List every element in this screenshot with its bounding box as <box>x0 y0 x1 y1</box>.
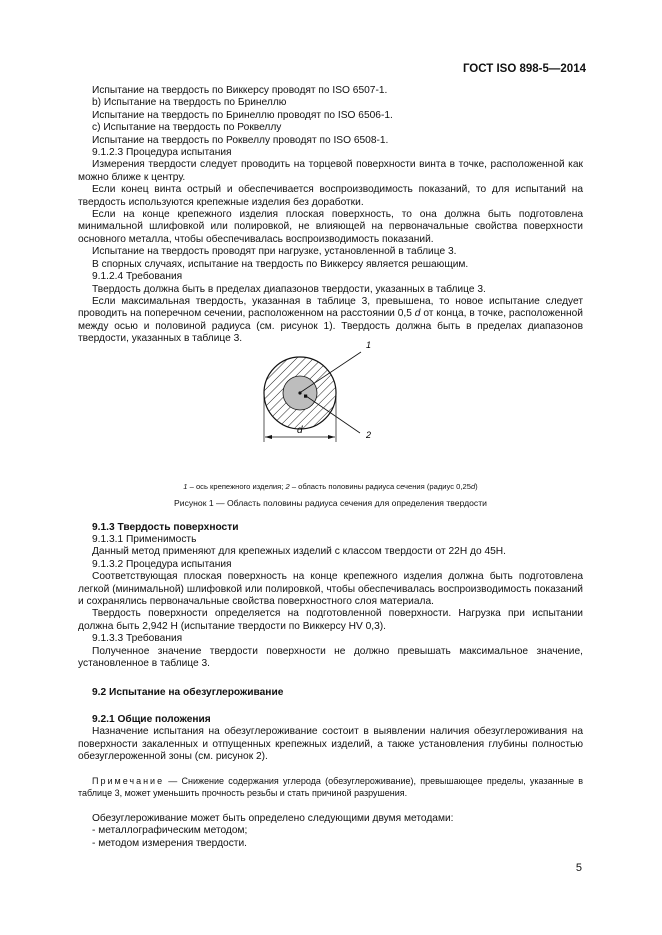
figure-1 <box>78 339 583 468</box>
paragraph: Полученное значение твердости поверхности не должно превышать максимальное значение, установленное в таблице 3. <box>78 645 583 669</box>
dimension-arrow-left <box>265 435 272 439</box>
label-2: 2 <box>366 429 372 440</box>
paragraph: В спорных случаях, испытание на твердость по Виккерсу является решающим. <box>92 258 469 270</box>
dimension-arrow-right <box>328 435 335 439</box>
legend-text: – ось крепежного изделия; <box>187 481 286 491</box>
section-heading: 9.2.1 Общие положения <box>92 713 211 725</box>
symbol-d: d <box>414 308 421 320</box>
subsection-heading: 9.1.3.1 Применимость <box>92 533 197 545</box>
page-content <box>78 85 583 850</box>
figure-legend <box>78 482 583 492</box>
note-text: — Снижение содержания углерода (обезуглероживание), превышающее пределы, указанные в таблице 3, может уменьшить прочность резьбы и стать причиной разрушения. <box>78 776 583 798</box>
paragraph: Обезуглероживание может быть определено следующими двумя методами: <box>92 812 454 824</box>
paragraph: Твердость должна быть в пределах диапазонов твердости, указанных в таблице 3. <box>92 283 486 295</box>
legend-symbol-d: d <box>470 481 476 491</box>
legend-text: – область половины радиуса сечения (радиус 0,25 <box>289 481 471 491</box>
paragraph: Испытание на твердость по Бринеллю проводят по ISO 6506-1. <box>92 109 393 121</box>
paragraph: Испытание на твердость по Виккерсу проводят по ISO 6507-1. <box>92 85 388 96</box>
paragraph: Данный метод применяют для крепежных изделий с классом твердости от 22H до 45H. <box>92 546 506 558</box>
paragraph: Испытание на твердость проводят при нагрузке, установленной в таблице 3. <box>92 246 457 258</box>
page-number: 5 <box>575 862 582 874</box>
paragraph: Если конец винта острый и обеспечивается воспроизводимость показаний, то для испытаний на твердость используются крепежные изделия без доработки. <box>78 184 583 208</box>
section-heading: 9.1.3 Твердость поверхности <box>92 521 239 533</box>
paragraph: Испытание на твердость по Роквеллу проводят по ISO 6508-1. <box>92 134 389 146</box>
paragraph: Твердость поверхности определяется на подготовленной поверхности. Нагрузка при испытании должна быть 2,942 Н (испытание твердости по Виккерсу HV 0,3). <box>78 608 583 632</box>
text-run: Если максимальная твердость, указанная в таблице 3, превышена, то новое испытание следует проводить на поперечном сечении, расположенном на расстоянии 0,5 <box>78 295 583 320</box>
legend-number: 1 <box>183 481 188 491</box>
note-label: Примечание <box>92 776 165 787</box>
paragraph: Если на конце крепежного изделия плоская поверхность, то она должна быть подготовлена минимальной шлифовкой или полировкой, не влияющей на первоначальные свойства поверхности основного металла, чтобы обеспечивалась воспроизводимость показаний. <box>78 209 583 245</box>
figure-caption: Рисунок 1 — Область половины радиуса сечения для определения твердости <box>174 497 487 508</box>
label-1: 1 <box>366 339 372 350</box>
note <box>78 776 583 798</box>
legend-number: 2 <box>285 481 290 491</box>
paragraph: Назначение испытания на обезуглероживание состоит в выявлении наличия обезуглероживания на поверхности закаленных и отпущенных крепежных изделий, а также установления глубины полностью обезуглероженной зоны (см. рисунок 2). <box>78 726 583 763</box>
list-item: - методом измерения твердости. <box>92 837 247 849</box>
legend-text: ) <box>475 481 478 491</box>
paragraph <box>78 296 583 346</box>
section-heading: 9.2 Испытание на обезуглероживание <box>92 687 284 699</box>
text-run: от конца, в точке, расположенной между осью и половиной радиуса (см. рисунок 1). Твердость должна быть в пределах диапазонов твердости, указанных в таблице 3. <box>78 308 583 345</box>
cross-section-diagram <box>78 339 583 468</box>
paragraph: Соответствующая плоская поверхность на конце крепежного изделия должна быть подготовлена легкой (минимальной) шлифовкой или полировкой, чтобы обеспечивалась воспроизводимость показаний и сохранялись первоначальные свойства поверхностного слоя материала. <box>78 571 583 607</box>
dimension-label-d: d <box>297 424 303 436</box>
subsection-heading: 9.1.2.4 Требования <box>92 271 183 283</box>
paragraph: c) Испытание на твердость по Роквеллу <box>92 122 282 134</box>
list-item: - металлографическим методом; <box>92 825 248 837</box>
paragraph: Измерения твердости следует проводить на торцевой поверхности винта в точке, расположенной как можно ближе к центру. <box>78 159 583 183</box>
subsection-heading: 9.1.3.2 Процедура испытания <box>92 558 232 570</box>
subsection-heading: 9.1.3.3 Требования <box>92 633 183 645</box>
standard-header: ГОСТ ISO 898-5—2014 <box>462 63 586 75</box>
subsection-heading: 9.1.2.3 Процедура испытания <box>92 147 232 159</box>
paragraph: b) Испытание на твердость по Бринеллю <box>92 97 287 109</box>
